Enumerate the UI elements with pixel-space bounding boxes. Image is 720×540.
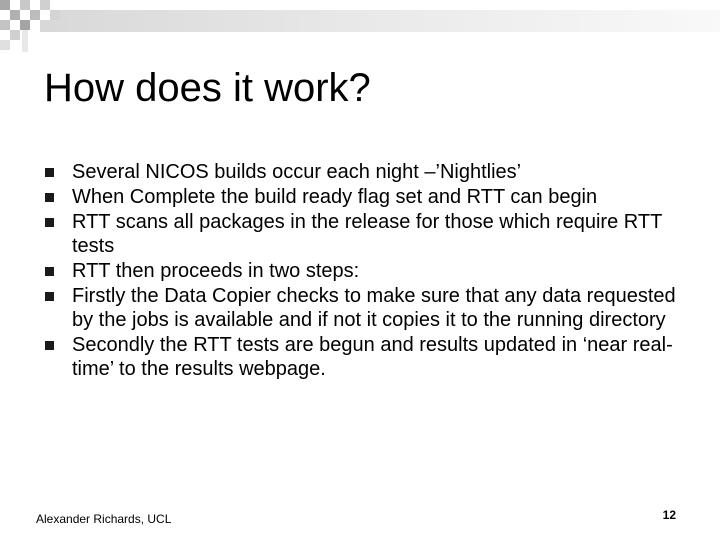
- bullet-text: RTT scans all packages in the release for those which require RTT tests: [72, 211, 662, 257]
- bullet-item: [0, 259, 720, 283]
- bullet-text: When Complete the build ready flag set and RTT can begin: [72, 186, 598, 208]
- square-bullet-icon: [45, 193, 54, 202]
- bullet-item: [0, 210, 720, 258]
- square-bullet-icon: [45, 292, 54, 301]
- bullet-text: RTT then proceeds in two steps:: [72, 260, 360, 282]
- bullet-text: Secondly the RTT tests are begun and results updated in ‘near real-time’ to the results webpage.: [72, 334, 673, 380]
- bullet-text: Firstly the Data Copier checks to make sure that any data requested by the jobs is available and if not it copies it to the running directory: [72, 285, 676, 331]
- decorative-checker-pattern: [0, 0, 720, 52]
- square-bullet-icon: [45, 341, 54, 350]
- bullet-item: [0, 185, 720, 209]
- slide-title: How does it work?: [44, 66, 371, 110]
- bullet-item: [0, 160, 720, 184]
- square-bullet-icon: [45, 267, 54, 276]
- page-number: 12: [662, 508, 676, 522]
- bullet-list: [0, 160, 720, 382]
- bullet-item: [0, 333, 720, 381]
- square-bullet-icon: [45, 168, 54, 177]
- bullet-text: Several NICOS builds occur each night –’Nightlies’: [72, 161, 522, 183]
- square-bullet-icon: [45, 218, 54, 227]
- footer-author: Alexander Richards, UCL: [36, 512, 172, 526]
- bullet-item: [0, 284, 720, 332]
